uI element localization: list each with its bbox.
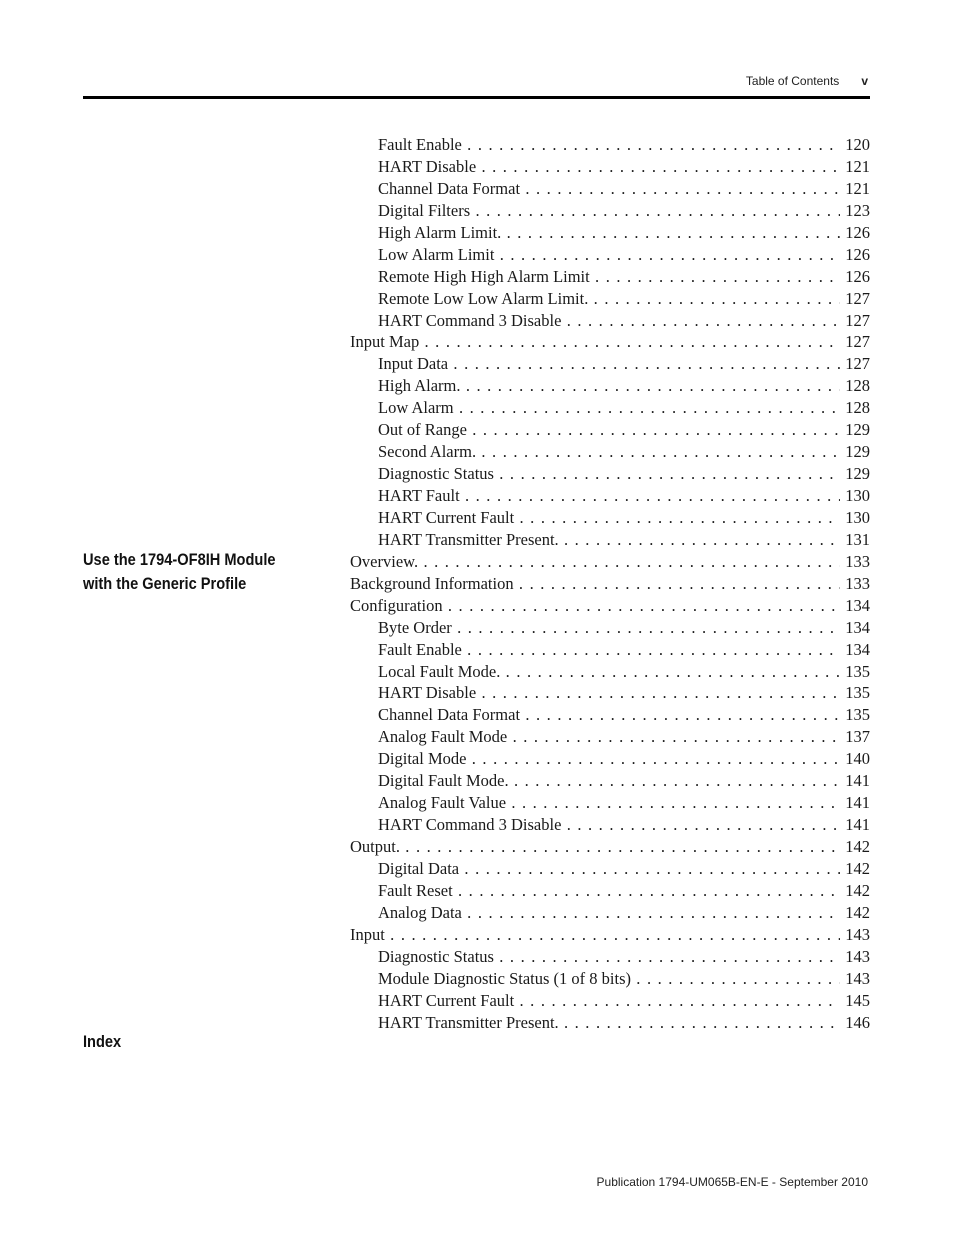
toc-entry-page: 146 — [841, 1012, 870, 1034]
toc-entry[interactable] — [378, 704, 870, 726]
toc-entry-page: 130 — [841, 507, 870, 529]
toc-entry-label: Digital Filters . . . — [378, 200, 840, 222]
toc-entry-page: 121 — [841, 156, 870, 178]
toc-list — [350, 134, 870, 1033]
toc-entry-page: 127 — [841, 353, 870, 375]
toc-entry-page: 128 — [841, 375, 870, 397]
toc-entry[interactable] — [378, 156, 870, 178]
toc-entry-label: HART Transmitter Present. . . . — [378, 1012, 840, 1034]
section-heading-generic-profile: Use the 1794-OF8IH Module with the Generic Profile — [83, 550, 276, 593]
toc-entry[interactable] — [378, 134, 870, 156]
toc-entry-page: 135 — [841, 661, 870, 683]
toc-entry[interactable] — [378, 792, 870, 814]
toc-entry[interactable] — [350, 573, 870, 595]
toc-entry-label: HART Disable . . . — [378, 156, 840, 178]
toc-entry-label: Digital Data . . . — [378, 858, 840, 880]
toc-entry-label: Byte Order . . . — [378, 617, 840, 639]
toc-entry-page: 127 — [841, 310, 870, 332]
toc-entry-label: Overview. . . . — [350, 551, 840, 573]
toc-entry[interactable] — [350, 331, 870, 353]
toc-entry-label: HART Current Fault . . . — [378, 507, 840, 529]
toc-entry[interactable] — [378, 770, 870, 792]
toc-entry-label: Analog Fault Value . . . — [378, 792, 840, 814]
toc-entry-label: HART Current Fault . . . — [378, 990, 840, 1012]
toc-entry-page: 142 — [841, 836, 870, 858]
toc-entry-label: Input Map . . . — [350, 331, 840, 353]
toc-entry[interactable] — [378, 441, 870, 463]
toc-entry-page: 137 — [841, 726, 870, 748]
toc-entry[interactable] — [350, 551, 870, 573]
toc-entry[interactable] — [378, 682, 870, 704]
toc-entry-label: Fault Enable . . . — [378, 134, 840, 156]
toc-entry-label: Digital Fault Mode. . . . — [378, 770, 840, 792]
toc-entry-label: Analog Fault Mode . . . — [378, 726, 840, 748]
toc-entry-label: Digital Mode . . . — [378, 748, 840, 770]
toc-entry-page: 135 — [841, 704, 870, 726]
toc-entry[interactable] — [378, 1012, 870, 1034]
toc-entry-label: Configuration . . . — [350, 595, 840, 617]
toc-entry-label: Background Information . . . — [350, 573, 840, 595]
toc-entry[interactable] — [378, 617, 870, 639]
toc-entry[interactable] — [378, 529, 870, 551]
toc-entry-page: 120 — [841, 134, 870, 156]
toc-entry-page: 141 — [841, 792, 870, 814]
toc-entry-page: 129 — [841, 419, 870, 441]
toc-entry-label: HART Command 3 Disable . . . — [378, 814, 840, 836]
toc-entry-label: Fault Reset . . . — [378, 880, 840, 902]
toc-entry[interactable] — [378, 244, 870, 266]
toc-entry[interactable] — [378, 419, 870, 441]
toc-entry-page: 130 — [841, 485, 870, 507]
toc-entry-page: 134 — [841, 617, 870, 639]
toc-entry-label: Analog Data . . . — [378, 902, 840, 924]
toc-entry[interactable] — [378, 858, 870, 880]
toc-entry-page: 121 — [841, 178, 870, 200]
toc-entry[interactable] — [378, 310, 870, 332]
toc-entry-label: Diagnostic Status . . . — [378, 946, 840, 968]
toc-entry-page: 133 — [841, 573, 870, 595]
toc-entry-page: 128 — [841, 397, 870, 419]
toc-entry-label: Local Fault Mode. . . . — [378, 661, 840, 683]
toc-entry[interactable] — [378, 748, 870, 770]
toc-entry-page: 143 — [841, 946, 870, 968]
toc-entry[interactable] — [378, 397, 870, 419]
toc-entry[interactable] — [378, 814, 870, 836]
toc-entry[interactable] — [378, 222, 870, 244]
toc-entry-page: 140 — [841, 748, 870, 770]
publication-footer: Publication 1794-UM065B-EN-E - September 2010 — [596, 1175, 868, 1189]
toc-entry-label: Module Diagnostic Status (1 of 8 bits) . . . — [378, 968, 840, 990]
toc-entry-page: 129 — [841, 441, 870, 463]
header-title: Table of Contents — [745, 74, 840, 88]
toc-entry-label: Channel Data Format . . . — [378, 704, 840, 726]
toc-entry[interactable] — [378, 266, 870, 288]
toc-entry[interactable] — [378, 375, 870, 397]
toc-entry[interactable] — [378, 463, 870, 485]
toc-entry-label: Low Alarm Limit . . . — [378, 244, 840, 266]
toc-entry-label: Input Data . . . — [378, 353, 840, 375]
toc-entry-page: 123 — [841, 200, 870, 222]
toc-entry[interactable] — [378, 288, 870, 310]
toc-entry-page: 141 — [841, 814, 870, 836]
toc-entry-page: 143 — [841, 924, 870, 946]
toc-entry-page: 134 — [841, 639, 870, 661]
toc-entry[interactable] — [378, 353, 870, 375]
toc-entry[interactable] — [350, 836, 870, 858]
toc-entry[interactable] — [350, 924, 870, 946]
header-page-number: v — [861, 74, 868, 88]
toc-entry-label: HART Command 3 Disable . . . — [378, 310, 840, 332]
toc-entry-page: 142 — [841, 902, 870, 924]
toc-entry-label: Remote High High Alarm Limit . . . — [378, 266, 840, 288]
toc-entry[interactable] — [378, 661, 870, 683]
toc-entry-label: Out of Range . . . — [378, 419, 840, 441]
toc-entry-label: Second Alarm. . . . — [378, 441, 840, 463]
toc-entry-label: Input . . . — [350, 924, 840, 946]
toc-entry-page: 126 — [841, 222, 870, 244]
toc-entry[interactable] — [378, 200, 870, 222]
toc-entry[interactable] — [378, 902, 870, 924]
toc-entry-label: HART Fault . . . — [378, 485, 840, 507]
toc-entry-page: 134 — [841, 595, 870, 617]
toc-entry[interactable] — [378, 507, 870, 529]
toc-entry-label: Low Alarm . . . — [378, 397, 840, 419]
toc-entry[interactable] — [378, 968, 870, 990]
toc-entry-page: 145 — [841, 990, 870, 1012]
toc-entry[interactable] — [378, 639, 870, 661]
toc-entry-page: 129 — [841, 463, 870, 485]
toc-entry-page: 143 — [841, 968, 870, 990]
toc-entry-label: Output. . . . — [350, 836, 840, 858]
toc-entry-page: 135 — [841, 682, 870, 704]
toc-entry[interactable] — [378, 178, 870, 200]
toc-entry-page: 133 — [841, 551, 870, 573]
toc-entry[interactable] — [378, 726, 870, 748]
toc-entry-label: HART Transmitter Present. . . . — [378, 529, 840, 551]
toc-entry-page: 126 — [841, 244, 870, 266]
toc-entry-page: 126 — [841, 266, 870, 288]
toc-entry-label: Channel Data Format . . . — [378, 178, 840, 200]
toc-entry-label: Fault Enable . . . — [378, 639, 840, 661]
toc-entry[interactable] — [378, 946, 870, 968]
toc-entry[interactable] — [378, 485, 870, 507]
toc-entry-page: 142 — [841, 880, 870, 902]
toc-entry[interactable] — [350, 595, 870, 617]
toc-entry-page: 142 — [841, 858, 870, 880]
toc-entry-label: Remote Low Low Alarm Limit. . . . — [378, 288, 840, 310]
toc-entry-page: 127 — [841, 331, 870, 353]
section-heading-index: Index — [83, 1032, 122, 1051]
toc-entry-label: High Alarm Limit. . . . — [378, 222, 840, 244]
toc-entry-page: 127 — [841, 288, 870, 310]
header-rule — [83, 96, 870, 99]
running-header — [746, 74, 868, 88]
toc-entry-label: HART Disable . . . — [378, 682, 840, 704]
toc-entry-page: 131 — [841, 529, 870, 551]
toc-entry[interactable] — [378, 990, 870, 1012]
toc-entry-label: Diagnostic Status . . . — [378, 463, 840, 485]
toc-entry-page: 141 — [841, 770, 870, 792]
toc-entry-label: High Alarm. . . . — [378, 375, 840, 397]
toc-entry[interactable] — [378, 880, 870, 902]
